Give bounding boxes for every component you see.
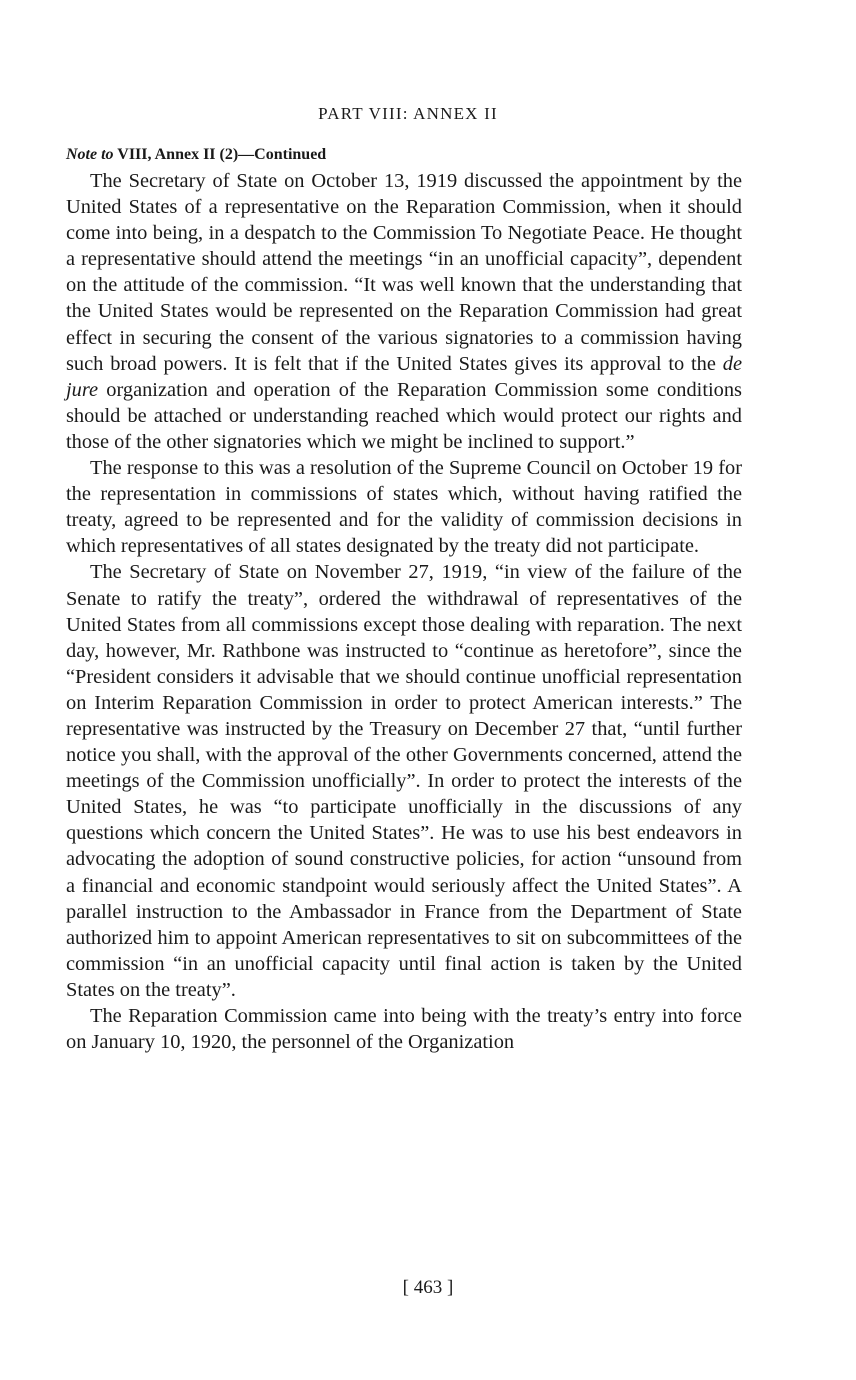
note-heading-italic: Note to bbox=[66, 146, 114, 163]
note-heading bbox=[66, 146, 742, 164]
paragraph-4: The Reparation Commission came into being with the treaty’s entry into force on January 10, 1920, the personnel of the Organization bbox=[66, 1005, 742, 1054]
paragraph-2: The response to this was a resolution of the Supreme Council on October 19 for the representation in commissions of states which, without having ratified the treaty, agreed to be represented and for the validity of commission decisions in which representatives of all states designated by the treaty did not participate. bbox=[66, 457, 742, 558]
document-page bbox=[66, 104, 742, 1055]
paragraph-1-emphasis: de jure bbox=[66, 352, 742, 401]
paragraph-3: The Secretary of State on November 27, 1919, “in view of the failure of the Senate to ratify the treaty”, ordered the withdrawal of representatives of the United States from all commissions except those dealing with reparation. The next day, however, Mr. Rathbone was instructed to “continue as heretofore”, since the “President considers it advisable that we should continue unofficial representation on Interim Reparation Commission in order to protect American interests.” The representative was instructed by the Treasury on December 27 that, “until further notice you shall, with the approval of the other Governments concerned, attend the meetings of the Commission unofficially”. In order to protect the interests of the United States, he was “to participate unofficially in the discussions of any questions which concern the United States”. He was to use his best endeavors in advocating the adoption of sound constructive policies, for action “unsound from a financial and economic standpoint would seriously affect the United States”. A parallel instruction to the Ambassador in France from the Department of State authorized him to appoint American representatives to sit on subcommittees of the commission “in an unofficial capacity until final action is taken by the United States on the treaty”. bbox=[66, 561, 742, 1001]
paragraph-1-part-b: organization and operation of the Reparation Commission some conditions should be attached or understanding reached which would protect our rights and those of the other signatories which we might be inclined to support.” bbox=[66, 378, 742, 453]
paragraph-1 bbox=[66, 168, 742, 455]
page-number: [ 463 ] bbox=[402, 1277, 454, 1298]
running-head: PART VIII: ANNEX II bbox=[318, 104, 498, 123]
paragraph-1-part-a: The Secretary of State on October 13, 1919 discussed the appointment by the United States of a representative on the Reparation Commission, when it should come into being, in a despatch to the Commission To Negotiate Peace. He thought a representative should attend the meetings “in an unofficial capacity”, dependent on the attitude of the commission. “It was well known that the understanding that the United States would be represented on the Reparation Commission had great effect in securing the consent of the various signatories to a commission having such broad powers. It is felt that if the United States gives its approval to the bbox=[66, 170, 742, 375]
note-heading-text: VIII, Annex II (2)—Continued bbox=[113, 146, 327, 163]
